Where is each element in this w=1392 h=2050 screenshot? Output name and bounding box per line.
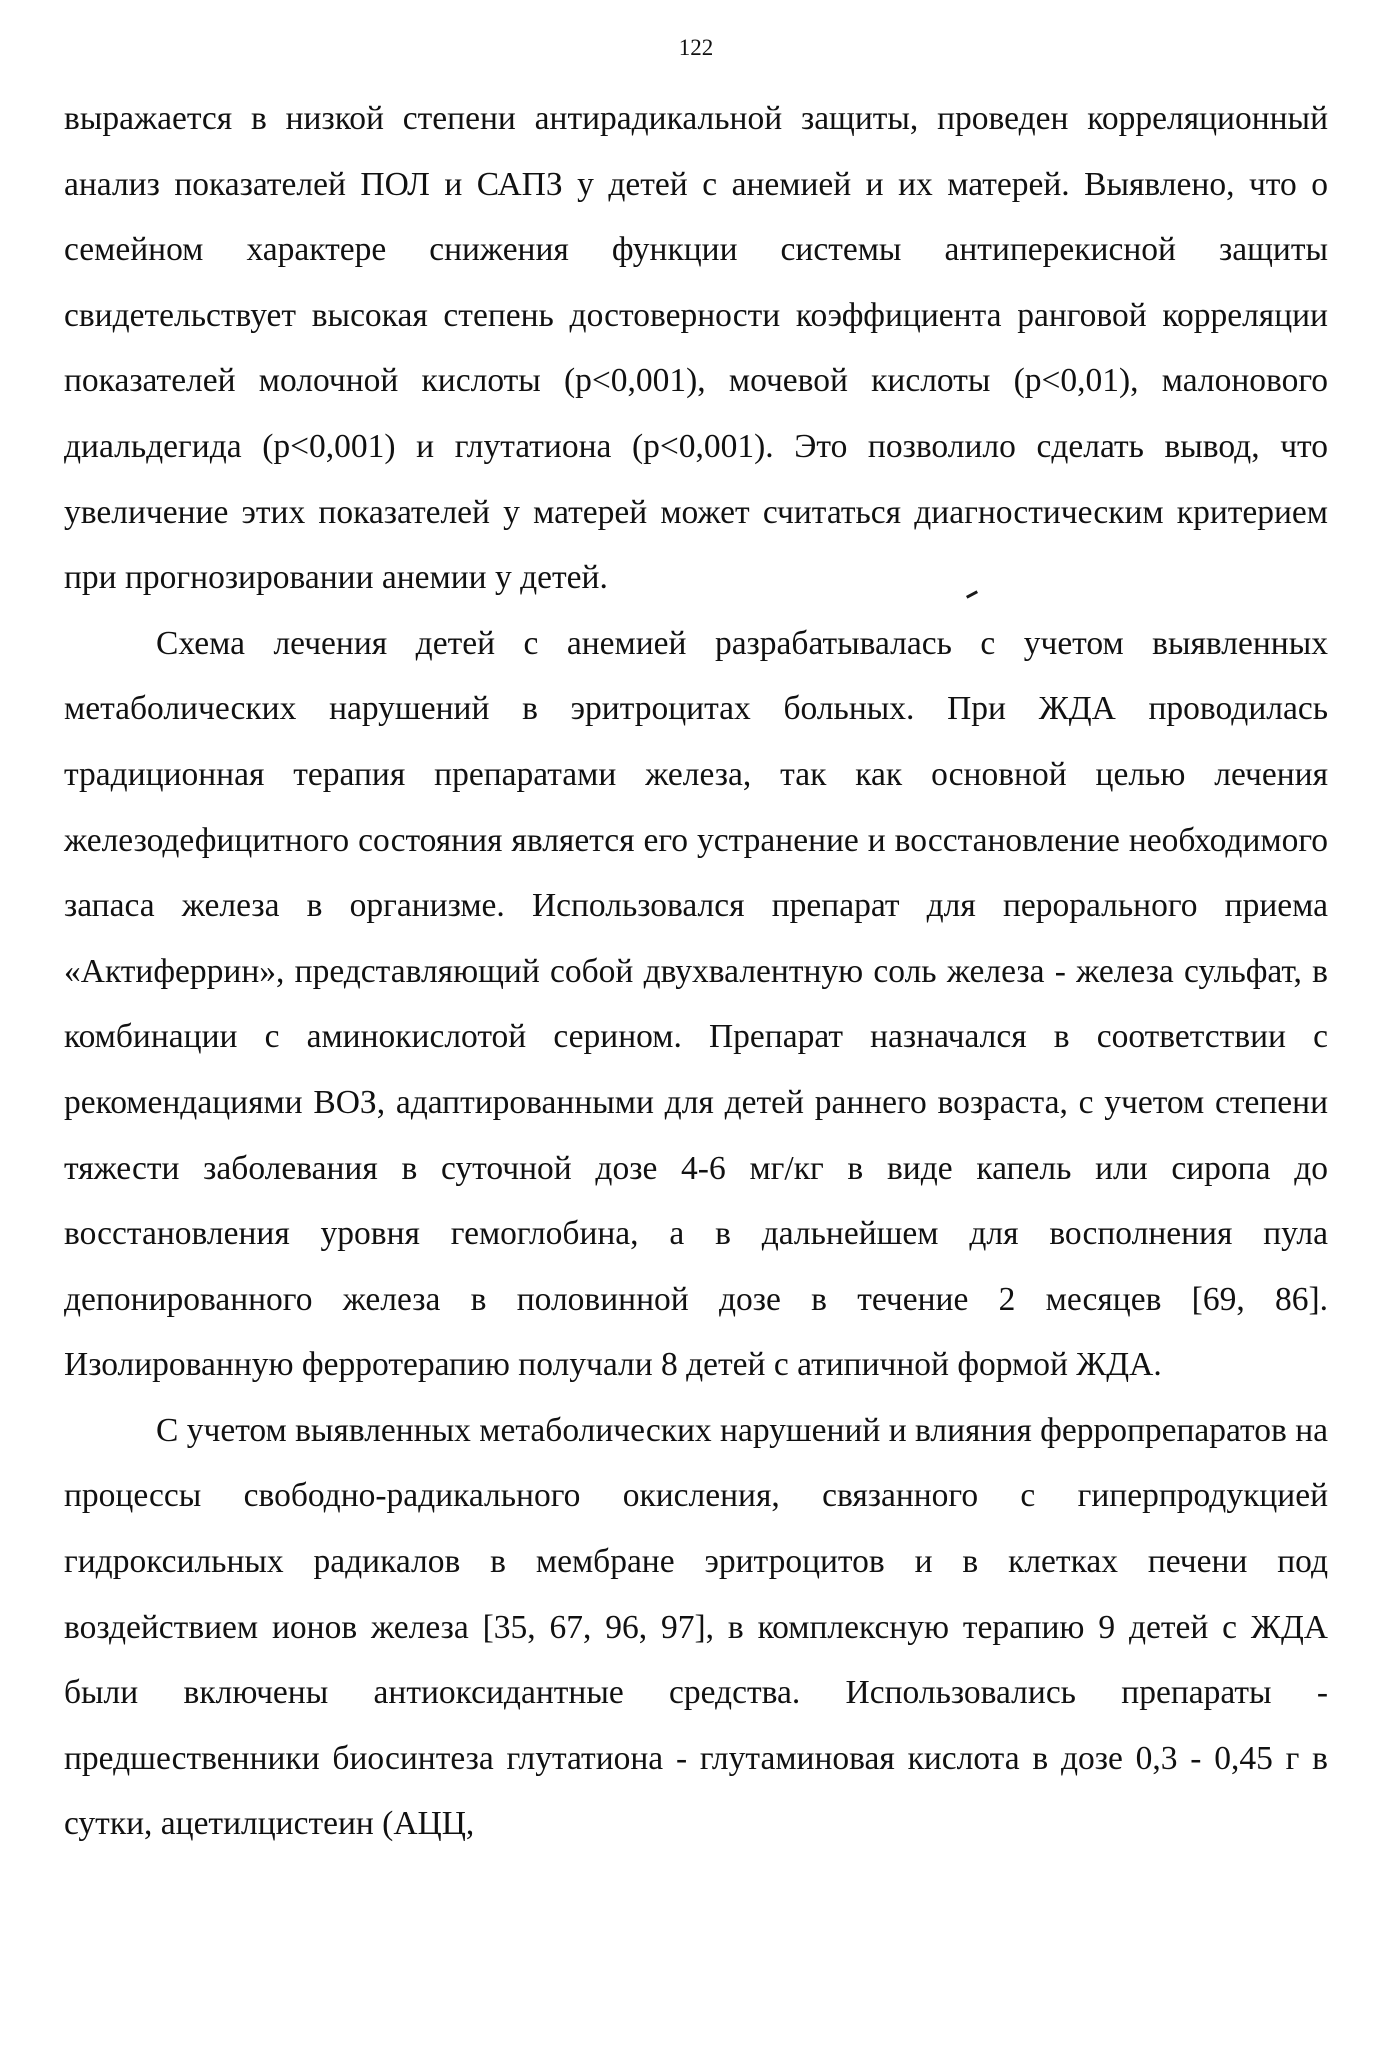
paragraph-antioxidant-therapy: С учетом выявленных метаболических нарушений и влияния ферропрепаратов на процессы свободно-радикального окисления, связанного с гиперпродукцией гидроксильных радикалов в мембране эритроцитов и в клетках печени под воздействием ионов железа [35, 67, 96, 97], в комплексную терапию 9 детей с ЖДА были включены антиоксидантные средства. Использовались препараты - предшественники биосинтеза глутатиона - глутаминовая кислота в дозе 0,3 - 0,45 г в сутки, ацетилцистеин (АЦЦ, [64, 1411, 1328, 1843]
paragraph-correlation-analysis: выражается в низкой степени антирадикальной защиты, проведен корреляционный анализ показателей ПОЛ и САПЗ у детей с анемией и их матерей. Выявлено, что о семейном характере снижения функции системы антиперекисной защиты свидетельствует высокая степень достоверности коэффициента ранговой корреляции показателей молочной кислоты (p<0,001), мочевой кислоты (p<0,01), малонового диальдегида (p<0,001) и глутатиона (p<0,001). Это позволило сделать вывод, что увеличение этих показателей у матерей может считаться диагностическим критерием при прогнозировании анемии у детей. [64, 100, 1328, 597]
page-number: 122 [678, 35, 714, 60]
body-text [64, 86, 1328, 1857]
paragraph-treatment-scheme: Схема лечения детей с анемией разрабатывалась с учетом выявленных метаболических нарушений в эритроцитах больных. При ЖДА проводилась традиционная терапия препаратами железа, так как основной целью лечения железодефицитного состояния является его устранение и восстановление необходимого запаса железа в организме. Использовался препарат для перорального приема «Актиферрин», представляющий собой двухвалентную соль железа - железа сульфат, в комбинации с аминокислотой серином. Препарат назначался в соответствии с рекомендациями ВОЗ, адаптированными для детей раннего возраста, с учетом степени тяжести заболевания в суточной дозе 4-6 мг/кг в виде капель или сиропа до восстановления уровня гемоглобина, а в дальнейшем для восполнения пула депонированного железа в половинной дозе в течение 2 месяцев [69, 86]. Изолированную ферротерапию получали 8 детей с атипичной формой ЖДА. [64, 624, 1328, 1384]
